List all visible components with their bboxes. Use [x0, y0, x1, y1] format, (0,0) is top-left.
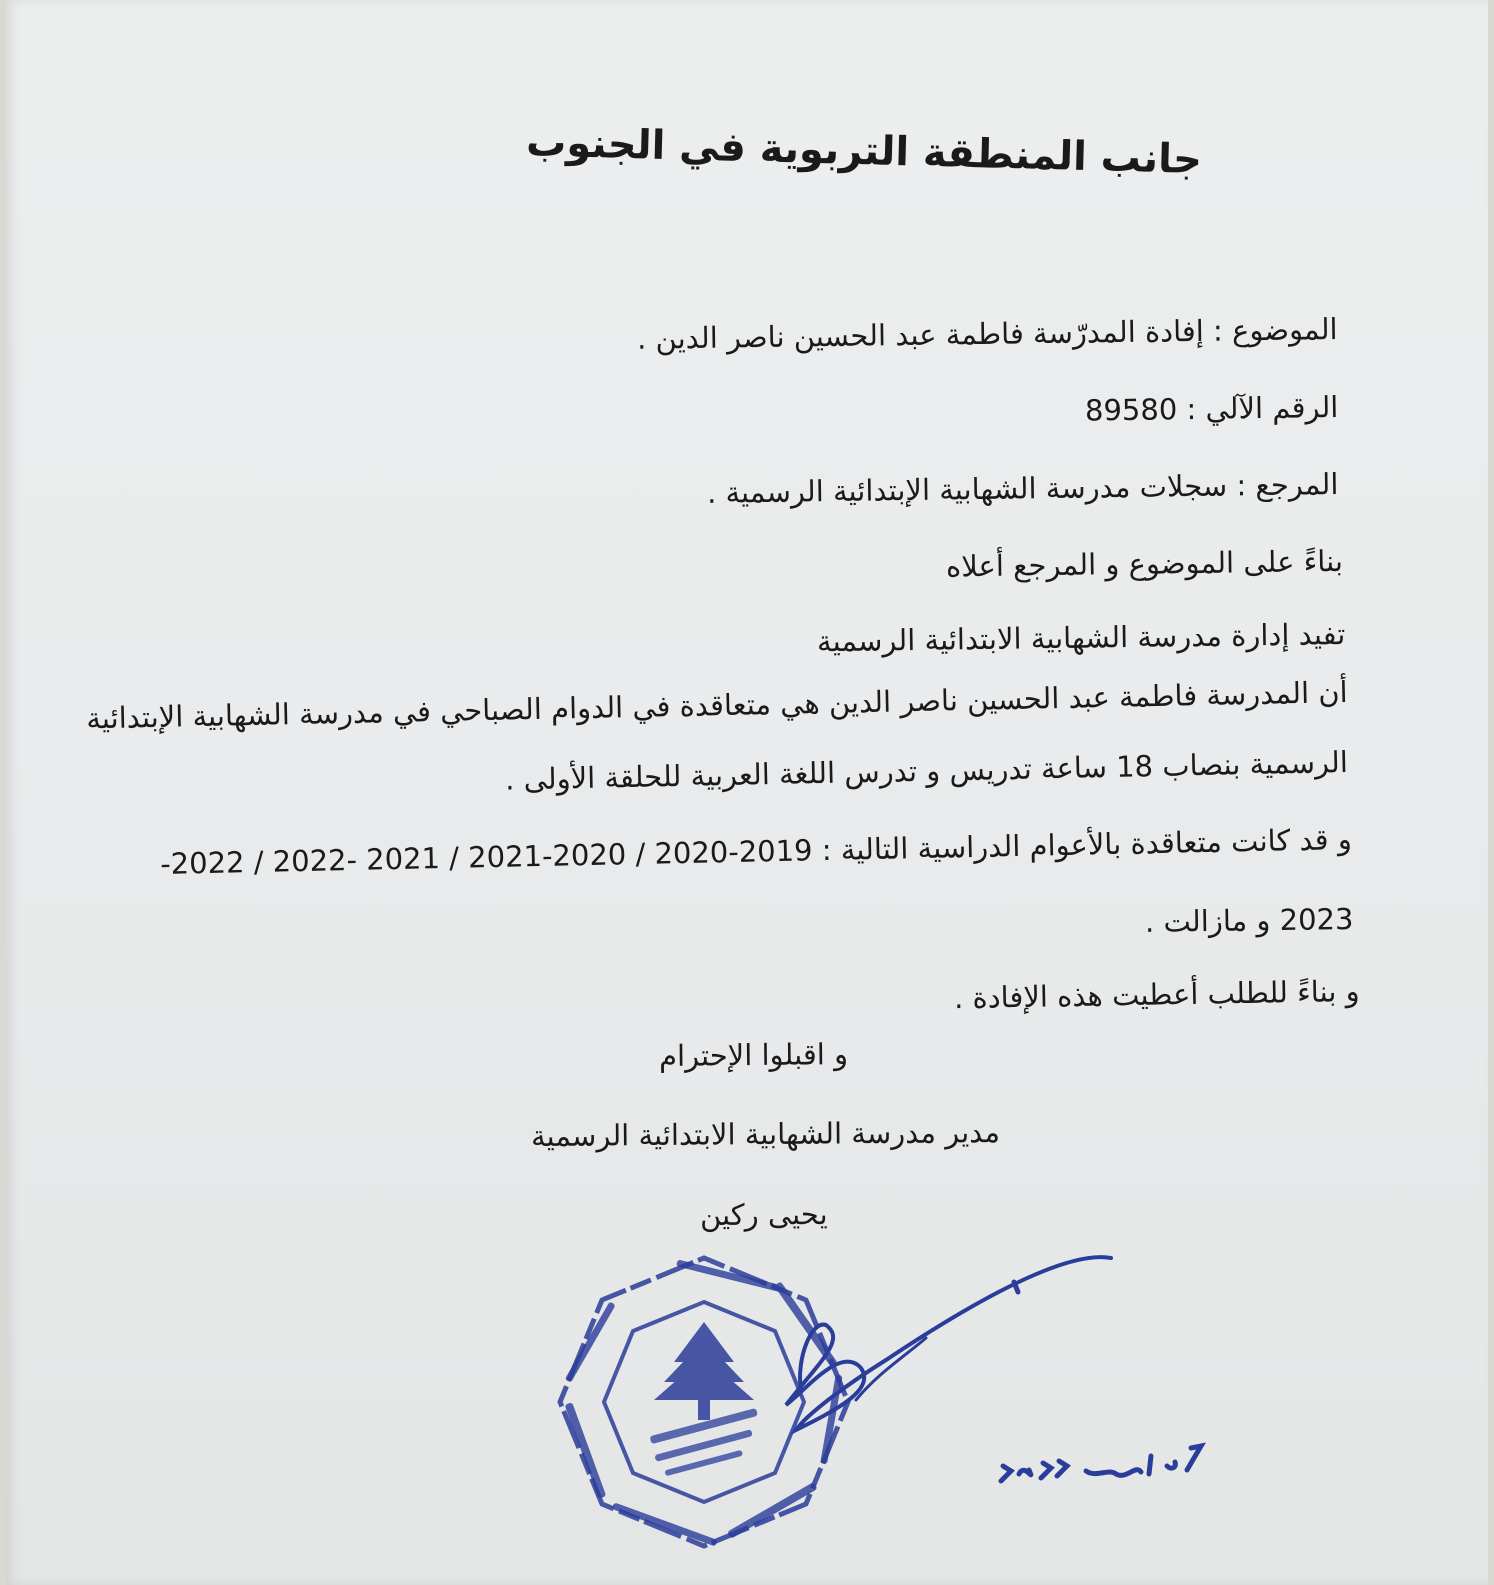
- school-years-line-2: 2023 و مازالت .: [1144, 902, 1354, 939]
- subject-line: الموضوع : إفادة المدرّسة فاطمة عبد الحسين ناصر الدين .: [637, 312, 1339, 356]
- handwritten-date: [991, 1426, 1211, 1496]
- signatory-title: مدير مدرسة الشهابية الابتدائية الرسمية: [530, 1115, 1001, 1154]
- document-title: جانب المنطقة التربوية في الجنوب: [525, 119, 1203, 183]
- based-on-line: بناءً على الموضوع و المرجع أعلاه: [945, 544, 1344, 584]
- letter-page: [6, 0, 1488, 1585]
- closing-line: و اقبلوا الإحترام: [658, 1037, 849, 1073]
- automatic-number-line: الرقم الآلي : 89580: [1084, 390, 1339, 428]
- signatory-name: يحيى ركين: [700, 1197, 829, 1233]
- body-line-2: الرسمية بنصاب 18 ساعة تدريس و تدرس اللغة العربية للحلقة الأولى .: [505, 745, 1349, 797]
- cedar-icon: [654, 1322, 754, 1420]
- body-line-1: أن المدرسة فاطمة عبد الحسين ناصر الدين هي متعاقدة في الدوام الصباحي في مدرسة الشهابية الإبتدائية: [86, 675, 1349, 736]
- school-years-line-1: و قد كانت متعاقدة بالأعوام الدراسية التالية : 2019-2020 / 2020-2021 / 2021 -2022 / 2022-: [160, 822, 1353, 881]
- administration-line: تفيد إدارة مدرسة الشهابية الابتدائية الرسمية: [816, 617, 1346, 659]
- reference-line: المرجع : سجلات مدرسة الشهابية الإبتدائية الرسمية .: [706, 467, 1339, 510]
- request-line: و بناءً للطلب أعطيت هذه الإفادة .: [954, 974, 1361, 1016]
